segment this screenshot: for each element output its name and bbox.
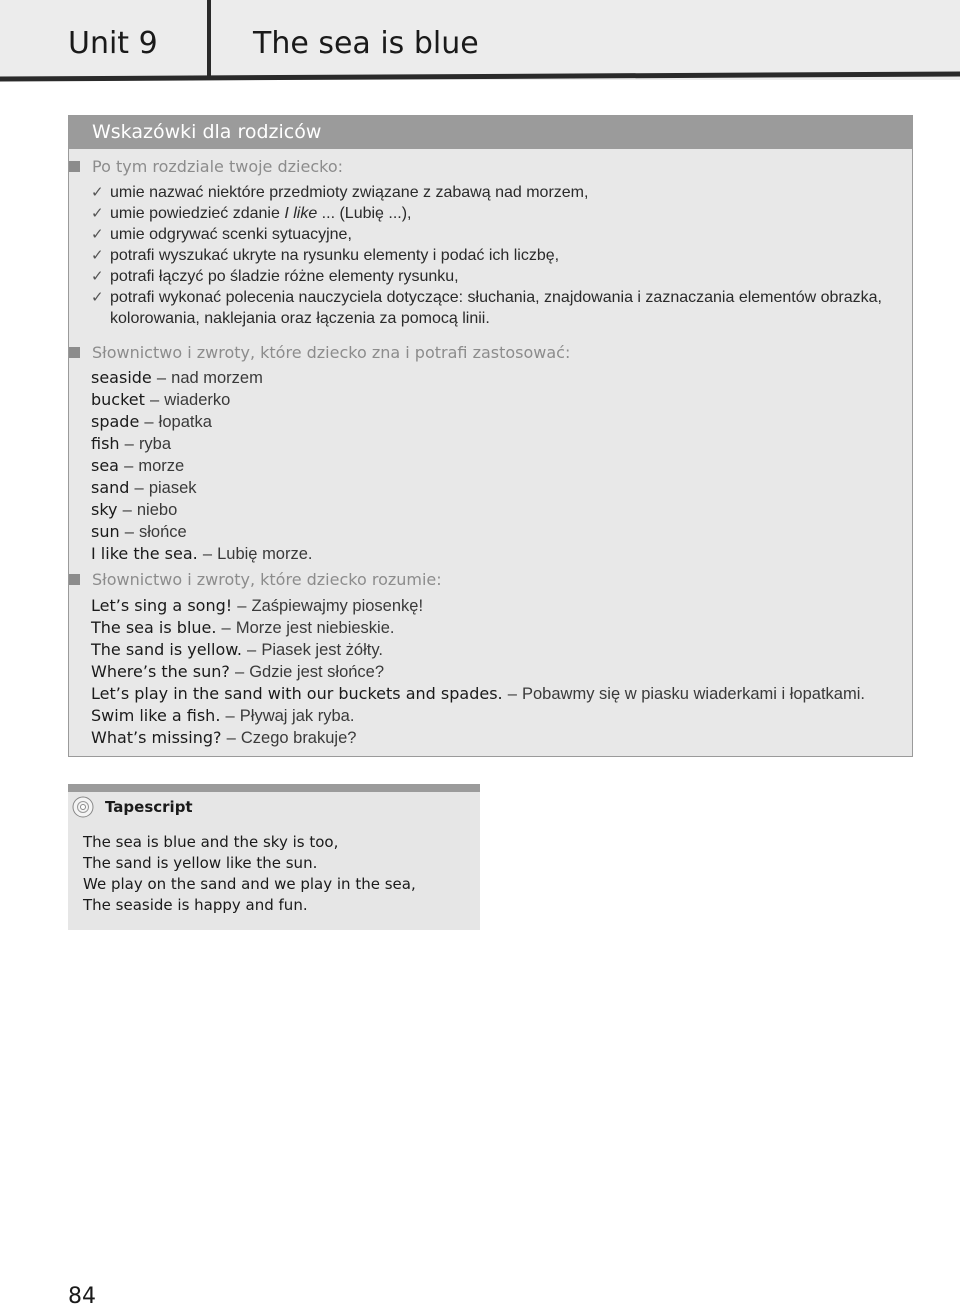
phrase-dash: –	[234, 663, 245, 681]
vocab-dash: –	[124, 435, 134, 453]
phrase-item	[91, 683, 865, 705]
phrase-english: Let’s sing a song!	[91, 596, 233, 615]
vocab-english: sun	[91, 522, 120, 541]
skill-text: ... (Lubię ...),	[317, 205, 412, 222]
checkmark-icon: ✓	[91, 247, 104, 264]
passive-vocab-heading	[69, 570, 442, 589]
phrase-polish: Zaśpiewajmy piosenkę!	[251, 597, 424, 615]
phrase-dash: –	[226, 729, 236, 747]
vocab-item	[91, 477, 313, 499]
vocab-dash: –	[144, 413, 154, 431]
vocab-item	[91, 521, 313, 543]
active-vocab-heading-text: Słownictwo i zwroty, które dziecko zna i potrafi zastosować:	[92, 343, 571, 362]
vocab-dash: –	[150, 391, 160, 409]
parents-guide-box	[68, 115, 913, 757]
skill-text: umie odgrywać scenki sytuacyjne,	[110, 226, 352, 243]
phrase-polish: Morze jest niebieskie.	[235, 619, 395, 637]
vocab-english: sky	[91, 500, 118, 519]
phrase-item	[91, 727, 865, 749]
checkmark-icon: ✓	[91, 289, 104, 306]
checkmark-icon: ✓	[91, 184, 104, 201]
skills-heading	[69, 157, 343, 176]
vocab-item	[91, 499, 313, 521]
vocab-dash: –	[124, 457, 134, 475]
phrase-english: The sand is yellow.	[91, 640, 242, 659]
skill-text: potrafi łączyć po śladzie różne elementy rysunku,	[110, 268, 459, 285]
phrase-polish: Pływaj jak ryba.	[239, 707, 355, 725]
phrase-dash: –	[507, 685, 517, 703]
vocab-polish: piasek	[148, 479, 197, 497]
phrase-dash: –	[225, 707, 235, 725]
phrase-english: Swim like a fish.	[91, 706, 221, 725]
vocab-dash: –	[122, 501, 132, 519]
phrase-item	[91, 595, 865, 617]
vocab-english: seaside	[91, 368, 152, 387]
vocab-polish: wiaderko	[164, 391, 231, 409]
unit-header	[0, 0, 960, 80]
skill-text-italic: I like	[284, 205, 318, 222]
checkmark-icon: ✓	[91, 205, 104, 222]
vocab-english: sea	[91, 456, 119, 475]
vocab-item	[91, 389, 313, 411]
phrase-english: Let’s play in the sand with our buckets and spades.	[91, 684, 503, 703]
vocab-dash: –	[124, 523, 134, 541]
phrase-english: The sea is blue.	[91, 618, 217, 637]
phrase-item	[91, 705, 865, 727]
tapescript-lines	[83, 832, 416, 916]
vocab-dash: –	[202, 545, 213, 563]
passive-vocab-heading-text: Słownictwo i zwroty, które dziecko rozumie:	[92, 570, 442, 589]
vocab-item	[91, 411, 313, 433]
tapescript-line: The sand is yellow like the sun.	[83, 854, 318, 872]
vocab-item	[91, 543, 313, 565]
vocab-polish: morze	[138, 457, 185, 475]
skill-item	[83, 182, 903, 203]
skill-text: potrafi wyszukać ukryte na rysunku elementy i podać ich liczbę,	[110, 247, 560, 264]
tapescript-heading	[72, 796, 193, 818]
vocab-item	[91, 367, 313, 389]
phrase-dash: –	[221, 619, 231, 637]
vocab-english: sand	[91, 478, 130, 497]
phrase-item	[91, 639, 865, 661]
phrase-polish: Pobawmy się w piasku wiaderkami i łopatkami.	[522, 685, 865, 703]
skill-text: umie powiedzieć zdanie	[110, 205, 285, 222]
phrase-english: What’s missing?	[91, 728, 222, 747]
phrase-polish: Piasek jest żółty.	[261, 641, 383, 659]
passive-vocab-list	[91, 595, 865, 749]
cd-icon	[72, 796, 94, 818]
vocab-english: bucket	[91, 390, 145, 409]
phrase-dash: –	[237, 597, 247, 615]
skill-text: umie nazwać niektóre przedmioty związane z zabawą nad morzem,	[110, 184, 589, 201]
page-number: 84	[68, 1284, 96, 1309]
active-vocab-heading	[69, 343, 570, 362]
skill-item	[83, 224, 903, 245]
phrase-polish: Gdzie jest słońce?	[249, 663, 385, 681]
phrase-item	[91, 617, 865, 639]
vocab-polish: niebo	[136, 501, 178, 519]
phrase-polish: Czego brakuje?	[240, 729, 357, 747]
tapescript-line: The sea is blue and the sky is too,	[83, 833, 339, 851]
phrase-english: Where’s the sun?	[91, 662, 230, 681]
vocab-polish: ryba	[138, 435, 172, 453]
checkmark-icon: ✓	[91, 268, 104, 285]
square-bullet-icon	[69, 574, 80, 585]
skill-text: potrafi wykonać polecenia nauczyciela dotyczące: słuchania, znajdowania i zaznaczania elementów obrazka, kolorowania, naklejania oraz łączenia za pomocą linii.	[110, 289, 882, 327]
tapescript-topbar	[68, 784, 480, 792]
vocab-polish: łopatka	[158, 413, 212, 431]
header-divider	[207, 0, 211, 78]
vocab-item	[91, 433, 313, 455]
vocab-english: spade	[91, 412, 140, 431]
header-rule	[0, 71, 960, 81]
tapescript-line: We play on the sand and we play in the sea,	[83, 875, 416, 893]
vocab-item	[91, 455, 313, 477]
phrase-dash: –	[247, 641, 257, 659]
vocab-dash: –	[134, 479, 144, 497]
tapescript-line: The seaside is happy and fun.	[83, 896, 308, 914]
unit-label: Unit 9	[68, 26, 158, 61]
square-bullet-icon	[69, 347, 80, 358]
vocab-english: I like the sea.	[91, 544, 198, 563]
skill-item	[83, 245, 903, 266]
phrase-item	[91, 661, 865, 683]
active-vocab-list	[91, 367, 313, 565]
skill-item	[83, 287, 903, 329]
square-bullet-icon	[69, 161, 80, 172]
tapescript-box	[68, 784, 480, 930]
unit-title: The sea is blue	[253, 26, 479, 61]
vocab-dash: –	[156, 369, 167, 387]
checkmark-icon: ✓	[91, 226, 104, 243]
skills-heading-text: Po tym rozdziale twoje dziecko:	[92, 157, 343, 176]
vocab-polish: słońce	[139, 523, 187, 541]
skills-list	[83, 182, 903, 329]
parents-guide-title: Wskazówki dla rodziców	[69, 116, 912, 149]
vocab-polish: nad morzem	[171, 369, 263, 387]
vocab-polish: Lubię morze.	[217, 545, 313, 563]
vocab-english: fish	[91, 434, 120, 453]
skill-item	[83, 203, 903, 224]
tapescript-title: Tapescript	[105, 798, 193, 816]
skill-item	[83, 266, 903, 287]
